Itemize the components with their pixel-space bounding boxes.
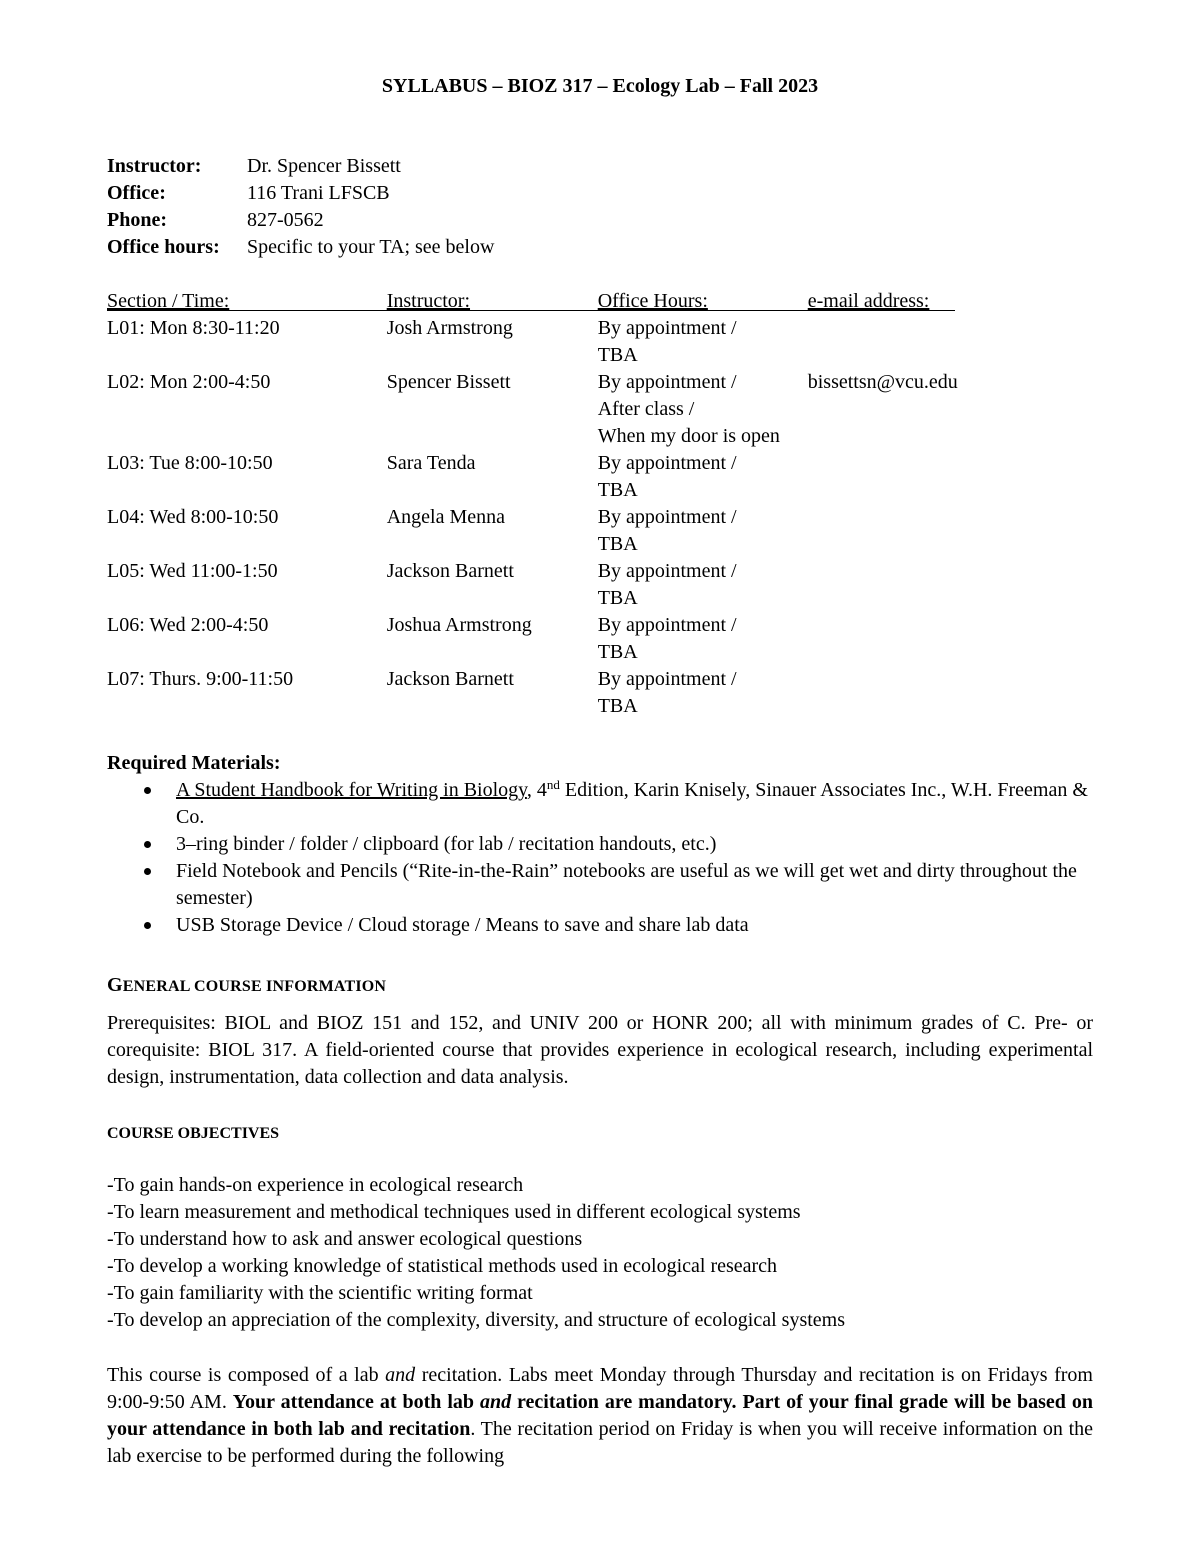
row-section-time: L07: Thurs. 9:00-11:50 [107,668,294,690]
info-label: Phone: [107,209,167,231]
text-bold: Your attendance at both lab [232,1391,480,1413]
row-email [808,612,967,666]
office-hours-line: When my door is open [597,425,780,447]
row-email [808,666,967,720]
table-row [107,315,967,369]
table-row [107,612,967,666]
row-instructor: Jackson Barnett [386,560,514,582]
general-info-heading [107,972,386,1000]
row-office-hours [598,666,808,720]
sections-header [107,288,967,315]
office-hours-line: TBA [597,641,638,663]
info-value: Dr. Spencer Bissett [247,155,401,177]
row-office-hours [598,612,808,666]
row-office-hours [598,558,808,612]
table-row [107,369,967,450]
book-details: Edition, Karin Knisely, Sinauer Associates Inc., W.H. Freeman & Co. [176,779,1088,828]
row-instructor: Spencer Bissett [386,371,511,393]
row-section-time: L02: Mon 2:00-4:50 [107,371,271,393]
row-email [808,558,967,612]
table-row [107,450,967,504]
row-section-time: L03: Tue 8:00-10:50 [107,452,273,474]
instructor-info [107,153,494,261]
header-underline [107,310,955,311]
info-row-office-hours [107,234,494,261]
objectives-list [107,1172,1097,1334]
header-office-hours: Office Hours: [597,290,708,312]
info-value: 827-0562 [247,209,324,231]
office-hours-line: By appointment / [597,614,737,636]
header-email: e-mail address: [807,290,930,312]
general-info-text: Prerequisites: BIOL and BIOZ 151 and 152, and UNIV 200 or HONR 200; all with minimum grades of C. Pre- or corequisite: BIOL 317. A field-oriented course that provides experience in ecological research, including experimental design, instrumentation, data collection and data analysis. [107,1012,1093,1088]
text-bold-emphasis: and [479,1391,512,1413]
materials-list [107,777,1097,939]
heading-initial: G [107,974,123,996]
office-hours-line: TBA [597,587,638,609]
office-hours-line: TBA [597,344,638,366]
office-hours-line: By appointment / [597,560,737,582]
row-office-hours [598,450,808,504]
office-hours-line: By appointment / [597,371,737,393]
row-instructor: Sara Tenda [386,452,476,474]
info-value: 116 Trani LFSCB [247,182,390,204]
list-item: 3–ring binder / folder / clipboard (for lab / recitation handouts, etc.) [107,831,1097,858]
required-materials [107,750,1097,939]
row-email [808,315,967,369]
list-item: -To gain familiarity with the scientific writing format [107,1282,533,1304]
list-item: -To understand how to ask and answer ecological questions [107,1228,583,1250]
list-item: -To develop an appreciation of the complexity, diversity, and structure of ecological systems [107,1309,845,1331]
row-section-time: L01: Mon 8:30-11:20 [107,317,280,339]
office-hours-line: TBA [597,533,638,555]
table-row [107,504,967,558]
info-label: Office hours: [107,236,220,258]
row-email: bissettsn@vcu.edu [807,371,958,393]
table-row [107,666,967,720]
text-bold: recitation are mandatory. Part of your final grade will be based on your attendance in both lab and recitation [107,1391,1093,1440]
row-instructor: Angela Menna [386,506,505,528]
text-run: This course is composed of a lab [107,1364,386,1386]
header-section-time: Section / Time: [107,290,230,312]
book-edition-suffix: nd [546,777,560,792]
info-row-office [107,180,494,207]
header-instructor: Instructor: [386,290,471,312]
heading-rest: ENERAL COURSE INFORMATION [122,978,387,995]
office-hours-line: By appointment / [597,506,737,528]
row-office-hours [598,369,808,450]
page-title: SYLLABUS – BIOZ 317 – Ecology Lab – Fall 2023 [381,75,819,97]
list-item: -To learn measurement and methodical techniques used in different ecological systems [107,1201,801,1223]
office-hours-line: TBA [597,479,638,501]
row-instructor: Jackson Barnett [386,668,514,690]
list-item [107,777,1097,831]
office-hours-line: By appointment / [597,452,737,474]
row-section-time: L04: Wed 8:00-10:50 [107,506,279,528]
row-office-hours [598,504,808,558]
row-section-time: L05: Wed 11:00-1:50 [107,560,278,582]
row-section-time: L06: Wed 2:00-4:50 [107,614,269,636]
objectives-heading: COURSE OBJECTIVES [107,1125,280,1142]
office-hours-line: TBA [597,695,638,717]
row-email [808,450,967,504]
office-hours-line: By appointment / [597,668,737,690]
row-email [808,504,967,558]
list-item: -To gain hands-on experience in ecological research [107,1174,524,1196]
row-office-hours [598,315,808,369]
book-title: A Student Handbook for Writing in Biology [176,779,527,801]
text-emphasis: and [385,1364,416,1386]
info-row-instructor [107,153,494,180]
text-run: recitation. Labs meet Monday through Thursday and recitation is on Fridays from 9:00-9:50 AM. [107,1364,1093,1413]
table-row [107,558,967,612]
materials-heading: Required Materials: [107,752,281,774]
text-run: . The recitation period on Friday is when you will receive information on the lab exercise to be performed during the following [107,1418,1094,1467]
sections-rows [107,315,967,720]
office-hours-line: After class / [597,398,695,420]
row-instructor: Joshua Armstrong [386,614,532,636]
row-instructor: Josh Armstrong [386,317,513,339]
list-item: -To develop a working knowledge of statistical methods used in ecological research [107,1255,778,1277]
info-value: Specific to your TA; see below [247,236,495,258]
info-label: Instructor: [107,155,202,177]
info-row-phone [107,207,494,234]
list-item: USB Storage Device / Cloud storage / Means to save and share lab data [107,912,1097,939]
office-hours-line: By appointment / [597,317,737,339]
info-label: Office: [107,182,166,204]
list-item: Field Notebook and Pencils (“Rite-in-the-Rain” notebooks are useful as we will get wet and dirty throughout the semester) [107,858,1097,912]
book-edition: , 4 [526,779,547,801]
sections-table [107,288,967,720]
course-description [107,1362,1093,1470]
